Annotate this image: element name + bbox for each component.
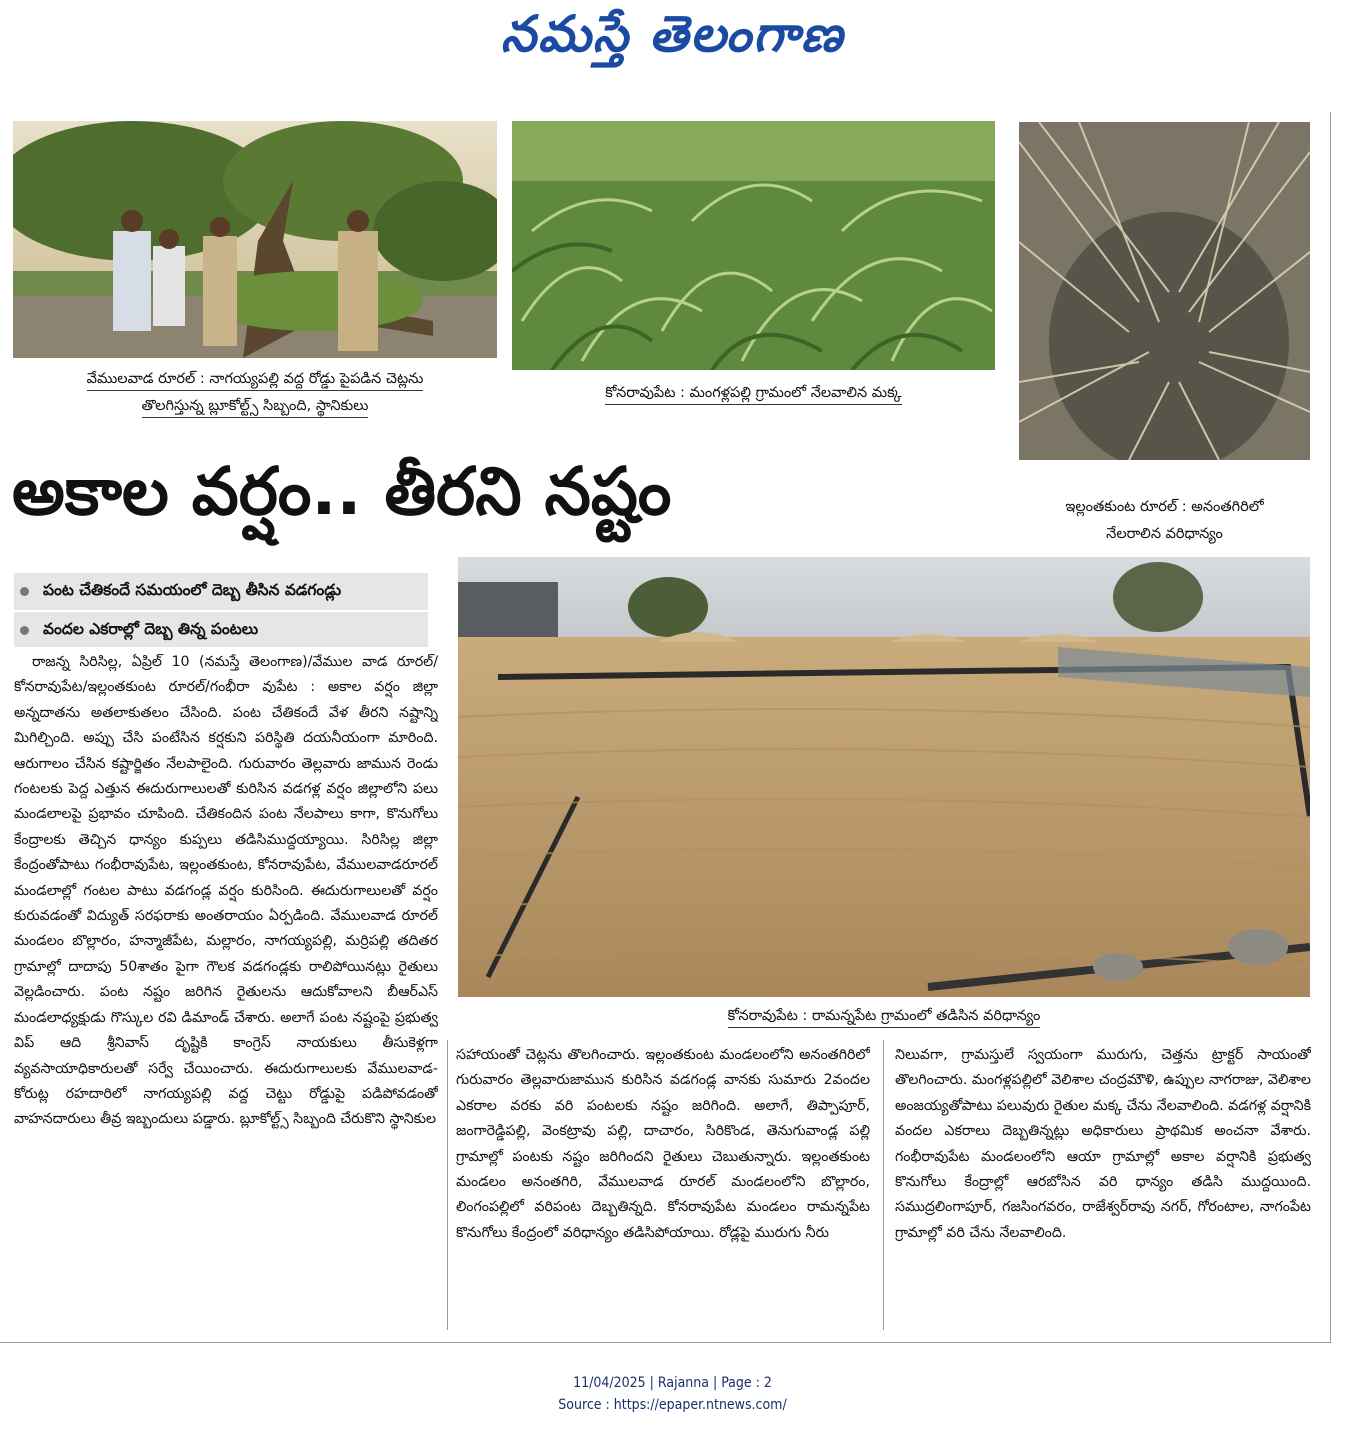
paddy-grain-fallen-photo [1019,122,1310,460]
wet-paddy-heap-photo [458,557,1310,997]
bullet-item [14,573,428,612]
page-bottom-rule [0,1342,1331,1343]
summary-bullets [14,573,428,647]
column-divider [447,1040,448,1330]
bullet-text: పంట చేతికందే సమయంలో దెబ్బ తీసిన వడగండ్లు [43,580,342,599]
bullet-dot-icon [20,626,29,635]
tree-photo-caption [13,366,497,420]
footer-date-page: 11/04/2025 | Rajanna | Page : 2 [573,1375,772,1391]
article-text: రాజన్న సిరిసిల్ల, ఏప్రిల్ 10 (నమస్తే తెలంగాణ)/వేముల వాడ రూరల్/కోనరావుపేట/ఇల్లంతకుంట రూరల్/గంభీరా వుపేట : అకాల వర్షం జిల్లా అన్నదాతను అతలాకుతలం చేసింది. పంట చేతికందే వేళ తీరని నష్టాన్ని మిగిల్చింది. అప్పు చేసి పంటేసిన కర్షకుని పరిస్థితి దయనీయంగా మారింది. ఆరుగాలం చేసిన కష్టార్జితం నేలపాలైంది. గురువారం తెల్లవారు జామున రెండు గంటలకు పెద్ద ఎత్తున ఈదురుగాలులతో కురిసిన వడగళ్ల వర్షం జిల్లాలోని పలు మండలాలపై ప్రభావం చూపింది. చేతికందిన పంట నేలపాలు కాగా, కొనుగోలు కేంద్రాలకు తెచ్చిన ధాన్యం కుప్పలు తడిసిముద్దయ్యాయి. సిరిసిల్ల జిల్లా కేంద్రంతోపాటు గంభీరావుపేట, ఇల్లంతకుంట, కోనరావుపేట, వేములవాడరూరల్ మండలాల్లో గంటల పాటు వడగండ్ల వర్షం కురిసింది. ఈదురుగాలులతో వర్షం కురువడంతో విద్యుత్ సరఫరాకు అంతరాయం ఏర్పడింది. వేములవాడ రూరల్ మండలం బొల్లారం, హన్మాజీపేట, మల్లారం, నాగయ్యపల్లి, మర్రిపల్లి తదితర గ్రామాల్లో దాదాపు 50శాతం పైగా గౌలక వడగండ్లకు రాలిపోయినట్లు రైతులు వెల్లడించారు. పంట నష్టం జరిగిన రైతులను ఆదుకోవాలని బీఆర్ఎస్ మండలాధ్యక్షుడు గొస్కుల రవి డిమాండ్ చేశారు. అలాగే పంట నష్టంపై ప్రభుత్వ విప్ ఆది శ్రీనివాస్ దృష్టికి కాంగ్రెస్ నాయకులు తీసుకెళ్లగా వ్యవసాయాధికారులతో సర్వే చేయించారు. ఈదురుగాలులకు వేములవాడ-కోరుట్ల రహదారిలో నాగయ్యపల్లి వద్ద చెట్టు రోడ్డుపై పడిపోవడంతో వాహనదారులు తీవ్ర ఇబ్బందులు పడ్డారు. బ్లూకోల్ట్స్ సిబ్బంది చేరుకొని స్థానికుల [14,654,438,1128]
column-divider [883,1040,884,1330]
page-footer [0,1372,1345,1416]
masthead: నమస్తే తెలంగాణ [500,4,845,63]
tree-fallen-road-photo [13,121,497,358]
paddy-photo-caption [1019,494,1310,548]
caption-line: వేములవాడ రూరల్ : నాగయ్యపల్లి వద్ద రోడ్డు పైపడిన చెట్లను [87,368,424,391]
article-column-3 [895,1043,1311,1330]
bullet-text: వందల ఎకరాల్లో దెబ్బ తిన్న పంటలు [43,619,259,638]
caption-line: నేలరాలిన వరిధాన్యం [1106,526,1223,542]
caption-line: కోనరావుపేట : మంగళ్లపల్లి గ్రామంలో నేలవాలిన మక్క [605,382,901,405]
article-text: సహాయంతో చెట్లను తొలగించారు. ఇల్లంతకుంట మండలంలోని అనంతగిరిలో గురువారం తెల్లవారుజామున కురిసిన వడగండ్ల వానకు సుమారు 2వందల ఎకరాల వరకు వరి పంటలకు నష్టం జరిగింది. అలాగే, తిప్పాపూర్, జంగారెడ్డిపల్లి, వెంకట్రావు పల్లి, దాచారం, సిరికొండ, తెనుగువాండ్ల పల్లి గ్రామాల్లో పంటకు నష్టం జరిగిందని రైతులు చెబుతున్నారు. ఇల్లంతకుంట మండలం అనంతగిరి, వేములవాడ రూరల్ మండలంలోని బొల్లారం, లింగంపల్లిలో వరిపంట దెబ్బతిన్నది. కోనరావుపేట మండలం రామన్నపేట కొనుగోలు కేంద్రంలో వరిధాన్యం తడిసిపోయాయి. రోడ్లపై మురుగు నీరు [456,1047,870,1241]
footer-source: Source : https://epaper.ntnews.com/ [558,1397,787,1413]
caption-line: తొలగిస్తున్న బ్లూకోల్ట్స్ సిబ్బంది, స్థానికులు [142,395,369,418]
wet-paddy-photo-caption [458,1003,1310,1030]
article-column-1 [14,650,438,1330]
article-text: నిలువగా, గ్రామస్తులే స్వయంగా మురుగు, చెత్తను ట్రాక్టర్ సాయంతో తొలగించారు. మంగళ్లపల్లిలో వెలిశాల చంద్రమౌళి, ఉప్పుల నాగరాజు, వెలిశాల అంజయ్యతోపాటు పలువురు రైతుల మక్క చేను నేలవాలింది. వడగళ్ల వర్షానికి వందల ఎకరాలు దెబ్బతిన్నట్లు అధికారులు ప్రాథమిక అంచనా వేశారు. గంభీరావుపేట మండలంలోని ఆయా గ్రామాల్లో అకాల వర్షానికి ప్రభుత్వ కొనుగోలు కేంద్రాల్లో ఆరబోసిన వరి ధాన్యం తడిసి ముద్దయింది. సముద్రలింగాపూర్, గజసింగవరం, రాజేశ్వర్‌రావు నగర్, గోరంటాల, నాగంపేట గ్రామాల్లో వరి చేను నేలవాలింది. [895,1047,1311,1241]
maize-photo-caption [512,380,995,407]
article-column-2 [456,1043,870,1330]
page-right-rule [1330,112,1331,1342]
caption-line: ఇల్లంతకుంట రూరల్ : అనంతగిరిలో [1065,499,1264,515]
caption-line: కోనరావుపేట : రామన్నపేట గ్రామంలో తడిసిన వరిధాన్యం [728,1005,1041,1028]
headline: అకాల వర్షం.. తీరని నష్టం [12,453,672,530]
bullet-dot-icon [20,587,29,596]
bullet-item [14,612,428,649]
maize-field-photo [512,121,995,370]
